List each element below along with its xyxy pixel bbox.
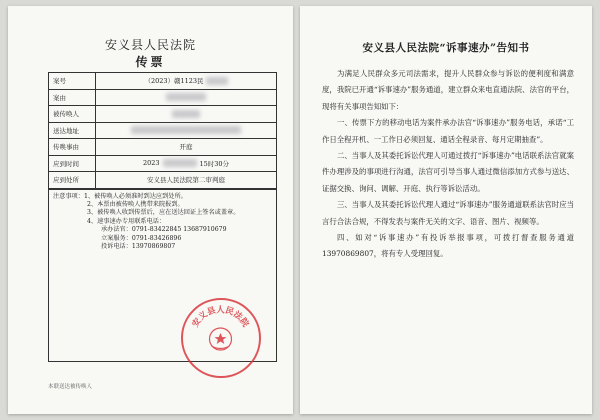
field-value [96, 106, 276, 122]
notice-paragraph: 三、当事人及其委托诉讼代理人通过“诉事速办”服务通道联系法官时应当言行合法合规，不得发表与案件无关的文字、语音、图片、视频等。 [322, 200, 574, 226]
notice-sheet [300, 6, 592, 414]
redacted-text [172, 110, 200, 118]
redacted-text [131, 126, 241, 134]
field-label: 传唤事由 [49, 139, 96, 155]
redacted-text [206, 77, 228, 85]
field-value [96, 73, 276, 89]
form-row-summoned-person [49, 106, 276, 123]
notice-body [322, 66, 574, 263]
field-value: 安义县人民法院第二审判庭 [147, 176, 225, 185]
field-value: 开庭 [179, 143, 193, 152]
notice-paragraph: 四、如对“诉事速办”有投诉举报事项，可拨打督查服务通道 13970869807，将有专人受理回复。 [322, 233, 574, 259]
form-row-place [49, 172, 276, 189]
note-item: 1、被传唤人必须准时到达应到处所。 [83, 192, 187, 200]
note-item: 2、本票由被传唤人携带来院报到。 [87, 200, 184, 208]
receipt-note: 本联送达被传唤人 [48, 384, 93, 390]
notice-paragraph: 为满足人民群众多元司法需求，提升人民群众参与诉讼的便利度和满意度，我院已开通“诉事速办”服务通道，建立群众来电直通法院、法官的平台，现将有关事项告知如下： [322, 69, 574, 111]
time-year: 2023 [142, 159, 160, 168]
case-number: （2023）赣1123民 [144, 77, 204, 86]
field-label: 案号 [49, 73, 96, 89]
field-label: 案由 [49, 90, 96, 106]
form-row-address [49, 123, 276, 140]
notes-label: 注意事项： [53, 192, 84, 200]
redacted-text [166, 93, 206, 101]
form-row-case-number [49, 73, 276, 90]
summons-sheet [8, 6, 293, 414]
field-label: 被传唤人 [49, 106, 96, 122]
contact-judge: 承办法官：0791-83422845 13687910679 [101, 226, 227, 234]
field-value [96, 90, 276, 106]
contact-filing: 立案服务：0791-83426896 [101, 234, 182, 242]
notice-paragraph: 二、当事人及其委托诉讼代理人可通过拨打“诉事速办”电话联系法官就案件办理涉及的事项进行沟通，法官可引导当事人通过微信添加方式参与送达、证据交换、询问、调解、开庭、执行等诉讼活动。 [322, 151, 574, 193]
summons-title: 传票 [135, 55, 166, 69]
court-name: 安义县人民法院 [104, 38, 196, 52]
form-row-reason [49, 139, 276, 156]
seal-lettering: 安义县人民法院 [190, 305, 251, 330]
form-row-time [49, 156, 276, 173]
time-hour: 15时30分 [199, 159, 230, 168]
field-value [96, 123, 276, 139]
redacted-text [163, 159, 197, 167]
field-value [96, 156, 276, 172]
field-label: 应到时间 [49, 156, 96, 172]
notice-title: 安义县人民法院“诉事速办”告知书 [362, 42, 530, 54]
field-label: 送达地址 [49, 123, 96, 139]
contact-complaint: 投诉电话：13970869807 [101, 242, 176, 250]
note-item: 3、被传唤人收到传票后，应在送达回证上签名或盖章。 [87, 209, 240, 217]
field-label: 应到处所 [49, 172, 96, 188]
seal-graphic [183, 300, 258, 375]
court-seal [181, 298, 261, 378]
form-row-cause [49, 90, 276, 107]
notice-paragraph: 一、传票下方的移动电话为案件承办法官“诉事速办”服务电话，承诺“工作日全程开机、一工作日必须回复、通话全程录音、每月定期抽查”。 [322, 118, 574, 144]
national-emblem-icon [210, 328, 232, 350]
note-item: 4、速事速办专用联系电话： [87, 217, 166, 225]
